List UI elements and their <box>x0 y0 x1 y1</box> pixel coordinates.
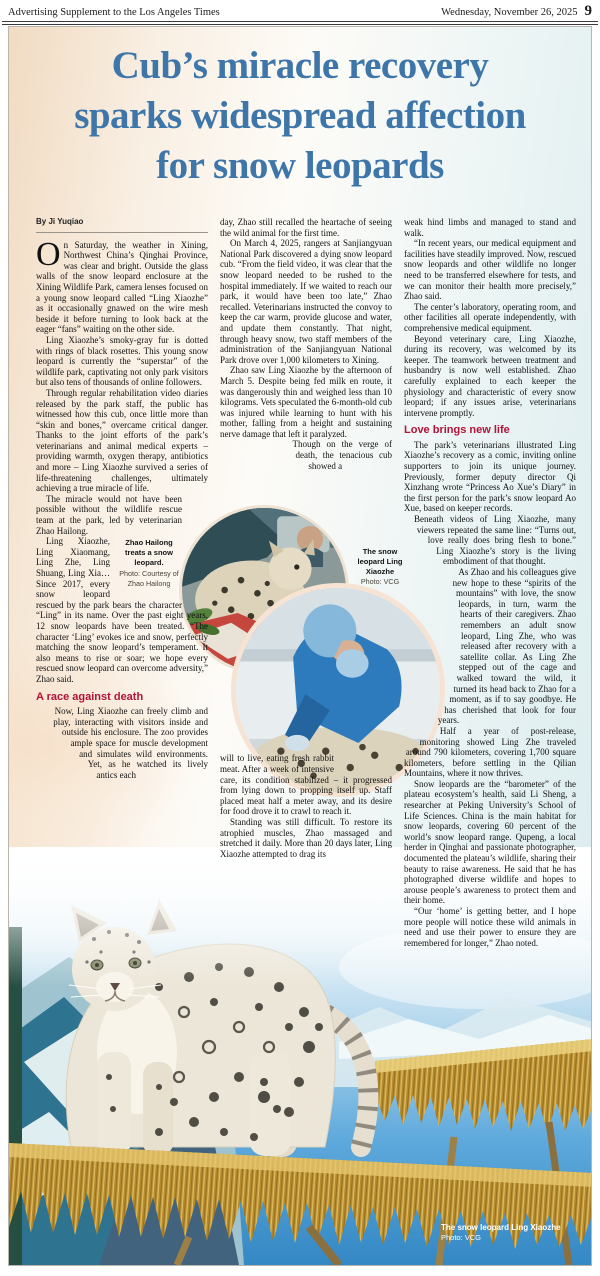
paragraph: weak hind limbs and managed to stand and walk. <box>404 217 576 238</box>
masthead <box>0 3 600 21</box>
paragraph-text: n Saturday, the weather in Xining, Northwest China’s Qinghai Province, was clear and bright. Outside the glass walls of the snow leopard enclosure at the Xining Wildlife Park, camera lenses focused on a young snow leopard called “Ling Xiaozhe” as it occasionally gnawed on the wire mesh beside it before turning to look back at the eager “fans” waiting on the other side. <box>36 239 208 335</box>
paragraph: “In recent years, our medical equipment and facilities have steadily improved. Now, rescued snow leopards and other wildlife no longer need to be transferred elsewhere for tests, and we can monitor their health more precisely,” Zhao said. <box>404 238 576 302</box>
headline <box>9 41 591 191</box>
paragraph: Now, Ling Xiaozhe can freely climb and play, interacting with visitors inside and outside his enclosure. The zoo provides ample space for muscle development and simulates wild environments. Yet, as he watched its lively antics each <box>53 706 208 780</box>
article-panel <box>8 26 592 1266</box>
drop-cap: O <box>36 235 61 273</box>
paragraph: Ling Xiaozhe, Ling Xiaomang, Ling Zhe, Ling Shuang, Ling Xia… Since 2017, every snow leopard rescued by the park bears the character “Ling” in its name. Over the past eight years, 12 snow leopards have been treated. “The character ‘Ling’ evokes ice and snow, perfectly matching the snow leopard’s temperament. It also means to rise or soar; we hope every rescued snow leopard can overcome adversity,” Zhao said. <box>36 536 208 684</box>
text-wrap-spacer <box>182 494 208 606</box>
byline: By Ji Yuqiao <box>36 217 84 226</box>
paragraph: Standing was still difficult. To restore its atrophied muscles, Zhao massaged and stretched it daily. More than 20 days later, Ling Xiaozhe attempted to drag its <box>220 817 392 859</box>
paragraph: will to live, eating fresh rabbit meat. After a week of intensive care, its condition stabilized – it progressed from lying down to propping itself up. Staff placed meat half a meter away, and its desire for food drove it to crawl to reach it. <box>220 753 392 817</box>
headline-line-1: Cub’s miracle recovery <box>111 44 489 87</box>
byline-rule <box>36 232 208 233</box>
paragraph: The miracle would not have been possible without the wildlife rescue team at the park, led by veterinarian Zhao Hailong. <box>36 493 182 536</box>
paragraph: Ling Xiaozhe’s smoky-gray fur is dotted with rings of black rosettes. This young snow leopard is currently the “superstar” of the wildlife park, captivating not only park visitors but also tens of thousands of online followers. <box>36 334 208 388</box>
paragraph: As Zhao and his colleagues give new hope to these “spirits of the mountains” with love, the snow leopards, in turn, warm the hearts of their caregivers. Zhao remembers an adult snow leopard, Ling Zhe, who was released after recovery with a satellite collar. As Ling Zhe stepped out of the cage and walked toward the wild, it turned its head back to Zhao for a moment, as if to say goodbye. He has cherished that look for four years. <box>437 567 576 726</box>
column-1 <box>36 217 208 948</box>
circle-photo-caption <box>351 547 409 587</box>
article-columns <box>36 217 576 948</box>
paragraph <box>36 235 208 335</box>
section-subhead: A race against death <box>36 690 144 703</box>
paragraph: Zhao saw Ling Xiaozhe by the afternoon of March 5. Despite being fed milk en route, it was dangerously thin and weighed less than 10 kilograms. Vets speculated the 6-month-old cub was injured while learning to hunt with his mother, falling from a height and sustaining nerve damage that left it paralyzed. <box>220 365 392 439</box>
text-wrap-spacer <box>334 753 392 765</box>
circle-caption-credit: Photo: VCG <box>360 577 400 587</box>
supplement-title: Advertising Supplement to the Los Angeles Times <box>8 7 220 18</box>
photo-spacer <box>220 495 392 753</box>
paragraph: Beneath videos of Ling Xiaozhe, many viewers repeated the same line: “Turns out, love really does bring flesh to bone.” Ling Xiaozhe’s story is the living embodiment of that thought. <box>414 514 576 567</box>
paragraph: Beyond veterinary care, Ling Xiaozhe, during its recovery, was welcomed by its keeper. The teamwork between treatment and husbandry is now well established. Zhao carefully explained to each keeper the physiology and characteristic of every snow leopard; if any issues arise, veterinarians intervene promptly. <box>404 333 576 418</box>
headline-line-3: for snow leopards <box>156 143 444 187</box>
hero-caption-title: The snow leopard Ling Xiaozhe <box>441 1222 561 1232</box>
hero-caption-credit: Photo: VCG <box>441 1233 482 1243</box>
section-subhead: Love brings new life <box>404 424 510 437</box>
hailong-photo-caption <box>116 538 182 588</box>
circle-caption-title: The snow leopard Ling Xiaozhe <box>357 547 403 576</box>
paragraph: Through regular rehabilitation video diaries released by the park staff, the public has witnessed how this cub, once little more than “skin and bones,” overcame critical danger. Thanks to the joint efforts of the park’s veterinarians and animal medical experts – providing warmth, oxygen therapy, antibiotics and more – Ling Xiaozhe survived a series of life-threatening challenges, ultimately achieving a true miracle of life. <box>36 387 208 494</box>
paragraph: The center’s laboratory, operating room, and other facilities all operate independently, with comprehensive medical equipment. <box>404 301 576 333</box>
hailong-caption-title: Zhao Hailong treats a snow leopard. <box>125 538 173 567</box>
masthead-rule <box>2 21 598 25</box>
hero-caption <box>441 1223 581 1243</box>
page-number: 9 <box>584 3 592 19</box>
paragraph: “Our ‘home’ is getting better, and I hope more people will notice these wild animals in need and use their power to ensure they are remembered for longer,” Zhao noted. <box>404 906 576 948</box>
column-3 <box>404 217 576 948</box>
paragraph: day, Zhao still recalled the heartache of seeing the wild animal for the first time. <box>220 217 392 238</box>
paragraph: The park’s veterinarians illustrated Ling Xiaozhe’s recovery as a comic, inviting online supporters to join its unique journey. Previously, former deputy director Qi Xinzhang wrote “Princess Ao Xue’s Diary” in the first person for the park’s snow leopard Ao Xue, based on keeper records. <box>404 439 576 514</box>
hailong-caption-credit: Photo: Courtesy of Zhao Hailong <box>119 569 179 588</box>
paragraph: On March 4, 2025, rangers at Sanjiangyuan National Park discovered a dying snow leopard cub. “From the field video, it was clear that the snow leopard needed to be rushed to the hospital immediately. If we waited to reach our park, it would have been too late,” Zhao recalled. Veterinarians instructed the convoy to keep the car warm, provide glucose and water, and update them constantly. That night, through heavy snow, two staff members of the administration of the Sanjiangyuan National Park drove over 1,000 kilometers to Xining. <box>220 238 392 365</box>
paragraph: Snow leopards are the “barometer” of the plateau ecosystem’s health, said Li Sheng, a researcher at Peking University’s School of Life Sciences. China is the main habitat for snow leopards, covering 60 percent of the world’s snow leopard range. Qupeng, a local herder in Qinghai and passionate photographer, documented the plateau’s wildlife, sharing their beauty to raise awareness. He said that he has photographed diverse wildlife and hopes to arouse people’s awareness to protect them and their home. <box>404 778 576 906</box>
headline-line-2: sparks widespread affection <box>74 93 526 137</box>
masthead-date: Wednesday, November 26, 2025 <box>441 7 578 18</box>
paragraph: Half a year of post-release, monitoring showed Ling Zhe traveled around 790 kilometers, covering 1,700 square kilometers, before settling in the Qilian Mountains, where it now thrives. <box>404 725 576 779</box>
paragraph: Though on the verge of death, the tenacious cub showed a <box>292 439 392 471</box>
